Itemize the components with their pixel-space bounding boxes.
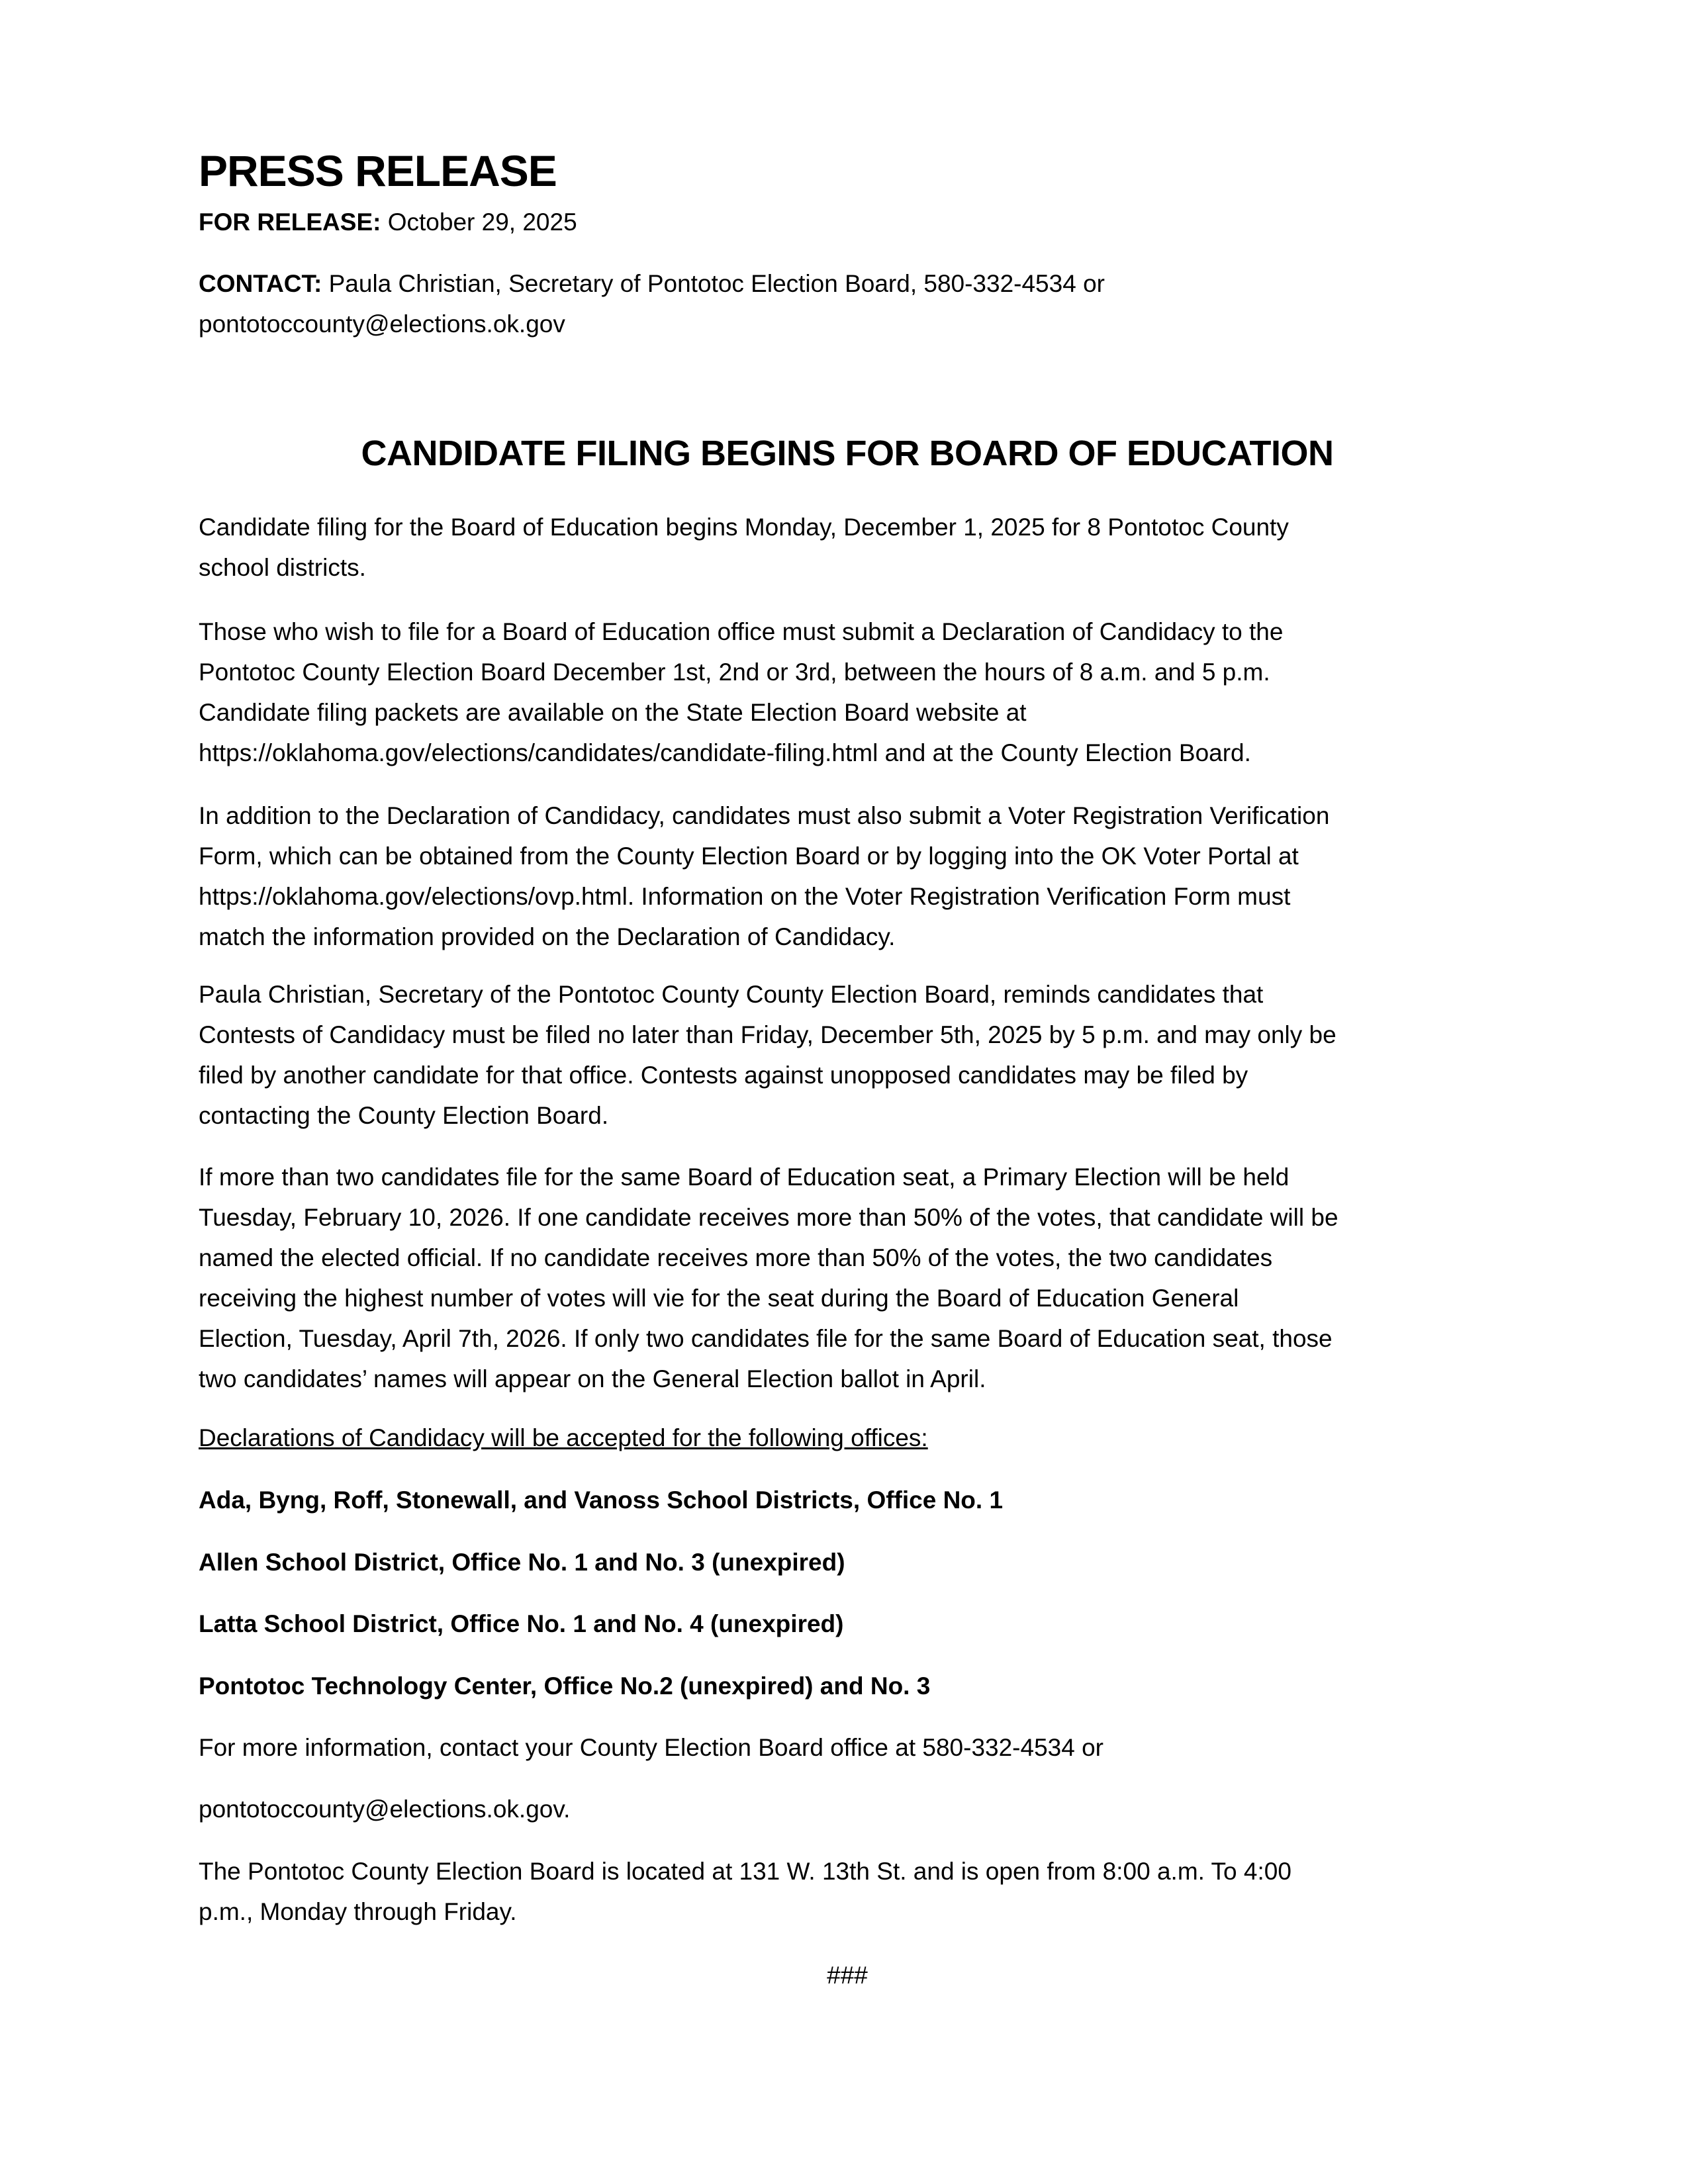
document-title: PRESS RELEASE (199, 146, 557, 195)
paragraph-line: Candidate filing for the Board of Education begins Monday, December 1, 2025 for 8 Pontotoc County (199, 514, 1289, 541)
paragraph-line: filed by another candidate for that office. Contests against unopposed candidates may be filed by (199, 1062, 1248, 1089)
contact-line (199, 263, 1105, 304)
paragraph-line: receiving the highest number of votes will vie for the seat during the Board of Education General (199, 1285, 1239, 1312)
paragraph-line: school districts. (199, 554, 366, 581)
paragraph-line: Pontotoc County Election Board December 1st, 2nd or 3rd, between the hours of 8 a.m. and 5 p.m. (199, 659, 1270, 686)
office-item: Allen School District, Office No. 1 and No. 3 (unexpired) (199, 1549, 845, 1576)
paragraph-line: If more than two candidates file for the same Board of Education seat, a Primary Election will be held (199, 1163, 1289, 1191)
end-mark: ### (827, 1962, 868, 1989)
paragraph-line: Election, Tuesday, April 7th, 2026. If only two candidates file for the same Board of Education seat, those (199, 1325, 1333, 1352)
paragraph-filing-requirements (199, 612, 1496, 773)
paragraph-line: Those who wish to file for a Board of Education office must submit a Declaration of Candidacy to the (199, 618, 1284, 645)
contact-email: pontotoccounty@elections.ok.gov (199, 310, 565, 338)
release-date-line (199, 202, 577, 242)
paragraph-line: named the elected official. If no candidate receives more than 50% of the votes, the two candidates (199, 1244, 1273, 1271)
paragraph-line: Tuesday, February 10, 2026. If one candidate receives more than 50% of the votes, that candidate will be (199, 1204, 1338, 1231)
headline: CANDIDATE FILING BEGINS FOR BOARD OF EDUCATION (361, 433, 1334, 473)
paragraph-line: Contests of Candidacy must be filed no later than Friday, December 5th, 2025 by 5 p.m. and may only be (199, 1021, 1336, 1048)
paragraph-line: match the information provided on the Declaration of Candidacy. (199, 923, 896, 950)
paragraph-line: p.m., Monday through Friday. (199, 1898, 517, 1925)
paragraph-line: Paula Christian, Secretary of the Pontotoc County County Election Board, reminds candidates that (199, 981, 1264, 1008)
footer-email: pontotoccounty@elections.ok.gov. (199, 1796, 571, 1823)
paragraph-line: https://oklahoma.gov/elections/candidates/candidate-filing.html and at the County Election Board. (199, 739, 1251, 766)
office-item: Ada, Byng, Roff, Stonewall, and Vanoss School Districts, Office No. 1 (199, 1486, 1004, 1514)
paragraph-line: In addition to the Declaration of Candidacy, candidates must also submit a Voter Registration Verification (199, 802, 1330, 829)
paragraph-line: The Pontotoc County Election Board is located at 131 W. 13th St. and is open from 8:00 a.m. To 4:00 (199, 1858, 1291, 1885)
office-item: Pontotoc Technology Center, Office No.2 (unexpired) and No. 3 (199, 1672, 931, 1700)
offices-heading: Declarations of Candidacy will be accepted for the following offices: (199, 1424, 928, 1451)
location-paragraph (199, 1851, 1496, 1932)
paragraph-line: https://oklahoma.gov/elections/ovp.html. Information on the Voter Registration Verification Form must (199, 883, 1291, 910)
release-date: October 29, 2025 (387, 208, 577, 236)
more-info-line: For more information, contact your County Election Board office at 580-332-4534 or (199, 1734, 1103, 1761)
release-label: FOR RELEASE: (199, 208, 381, 236)
paragraph-line: two candidates’ names will appear on the General Election ballot in April. (199, 1365, 986, 1392)
contact-label: CONTACT: (199, 270, 322, 297)
paragraph-line: Form, which can be obtained from the County Election Board or by logging into the OK Voter Portal at (199, 842, 1299, 870)
contact-info: Paula Christian, Secretary of Pontotoc Election Board, 580-332-4534 or (328, 270, 1105, 297)
paragraph-contests (199, 974, 1496, 1136)
office-item: Latta School District, Office No. 1 and No. 4 (unexpired) (199, 1610, 844, 1637)
paragraph-line: contacting the County Election Board. (199, 1102, 609, 1129)
paragraph-filing-start (199, 507, 1496, 588)
paragraph-voter-verification (199, 796, 1496, 957)
paragraph-election-process (199, 1157, 1496, 1399)
paragraph-line: Candidate filing packets are available on the State Election Board website at (199, 699, 1027, 726)
